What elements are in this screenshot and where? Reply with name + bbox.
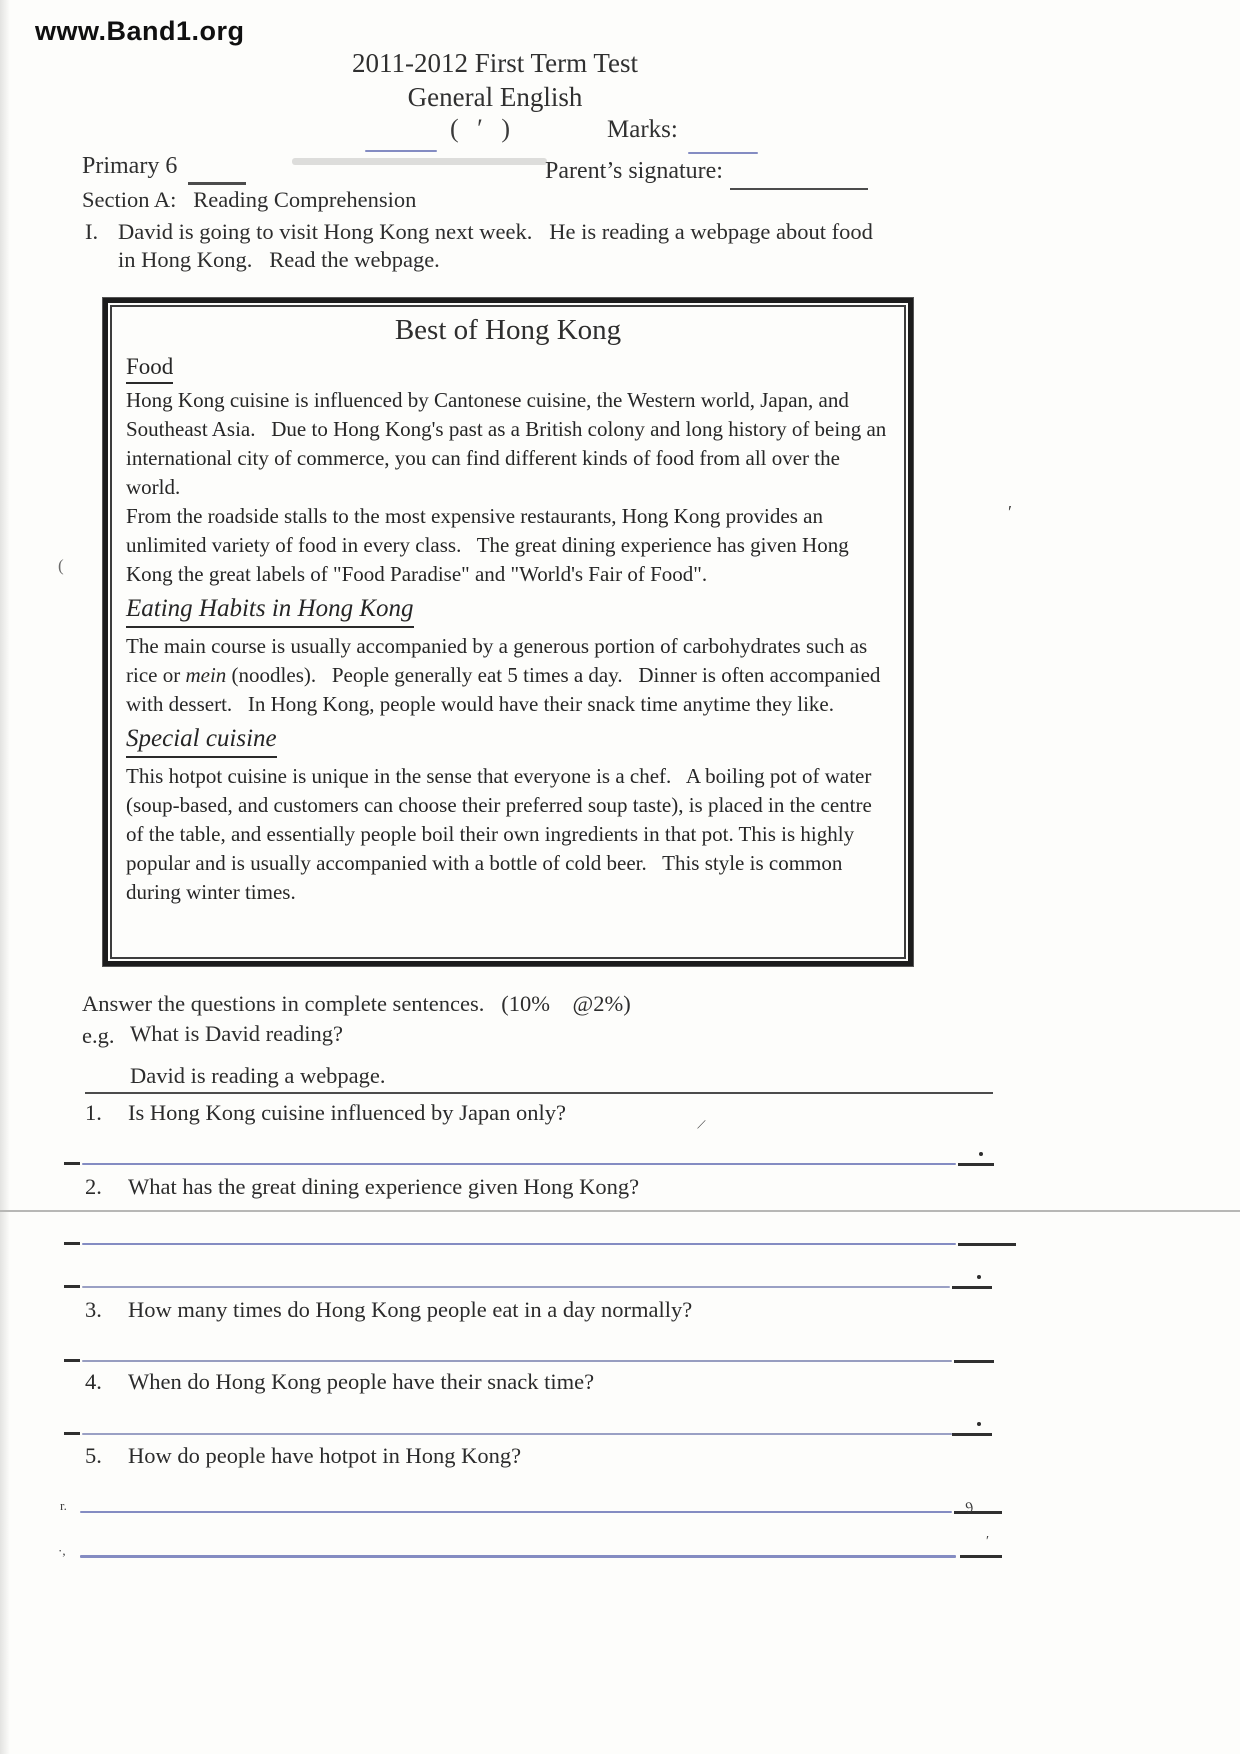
section-heading: Section A: Reading Comprehension bbox=[82, 187, 417, 212]
scan-mark-slash: ⁄ bbox=[699, 1117, 704, 1134]
parent-signature-line bbox=[730, 188, 868, 190]
answer-line-4-left-tick bbox=[64, 1359, 80, 1362]
answer-line-6-end-dash bbox=[954, 1511, 1002, 1514]
watermark-url: www.Band1.org bbox=[35, 16, 245, 46]
answer-line-3-end-dash bbox=[952, 1286, 992, 1289]
eating-text-after: (noodles). People generally eat 5 times a day. Dinner is often accompanied with dessert. In Hong Kong, people would have their snack time anytime they like. bbox=[126, 663, 886, 716]
question-3-number: 3. bbox=[85, 1297, 102, 1322]
webpage-box-inner-border bbox=[110, 305, 906, 959]
webpage-box bbox=[103, 298, 913, 966]
answer-line-6 bbox=[80, 1511, 952, 1513]
question-2-number: 2. bbox=[85, 1174, 102, 1199]
question-3-text: How many times do Hong Kong people eat in a day normally? bbox=[128, 1297, 693, 1322]
answer-line-1-end-dash bbox=[958, 1163, 994, 1166]
special-cuisine-paragraph: This hotpot cuisine is unique in the sense that everyone is a chef. A boiling pot of water (soup-based, and customers can choose their preferred soup taste), is placed in the centre of the table, and essentially people boil their own ingredients in that pot. This is highly popular and is usually accompanied with a bottle of cold beer. This style is common during winter times. bbox=[126, 764, 878, 904]
question-1 bbox=[85, 1100, 566, 1126]
special-cuisine-heading: Special cuisine bbox=[126, 722, 277, 758]
scan-mark-squiggle: 9 bbox=[964, 1499, 975, 1517]
answer-line-7-end-dash bbox=[960, 1555, 1002, 1558]
webpage-content bbox=[112, 307, 904, 913]
question-1-number: 1. bbox=[85, 1100, 102, 1125]
question-5-text: How do people have hotpot in Hong Kong? bbox=[128, 1443, 522, 1468]
page-rule-line bbox=[0, 1210, 1240, 1212]
answer-line-5-left-tick bbox=[64, 1432, 80, 1435]
answer-line-5 bbox=[82, 1433, 952, 1435]
example-answer: David is reading a webpage. bbox=[130, 1063, 386, 1088]
answer-line-7 bbox=[80, 1555, 956, 1558]
answer-line-3 bbox=[82, 1286, 950, 1288]
food-paragraph-1: Hong Kong cuisine is influenced by Cantonese cuisine, the Western world, Japan, and Southeast Asia. Due to Hong Kong's past as a British colony and long history of being an international city of commerce, you can find different kinds of food from all over the world. bbox=[126, 388, 892, 499]
question-5 bbox=[85, 1443, 521, 1469]
scan-mark-left-2: ·, bbox=[58, 1543, 66, 1558]
answer-line-1-left-tick bbox=[64, 1162, 80, 1165]
example-question: What is David reading? bbox=[130, 1021, 344, 1046]
scan-mark-left-1: r. bbox=[60, 1498, 67, 1513]
answer-line-1-dot bbox=[979, 1152, 983, 1156]
eating-habits-heading: Eating Habits in Hong Kong bbox=[126, 592, 414, 628]
class-parens: ( ′ ) bbox=[450, 114, 517, 143]
scan-smudge bbox=[292, 158, 547, 165]
example-answer-line bbox=[85, 1092, 993, 1094]
food-heading: Food bbox=[126, 352, 173, 384]
eating-habits-paragraph bbox=[126, 632, 890, 719]
answer-line-1 bbox=[82, 1163, 956, 1165]
questions-instruction: Answer the questions in complete sentences. (10% @2%) bbox=[82, 991, 631, 1016]
question-3 bbox=[85, 1297, 692, 1323]
answer-line-2 bbox=[82, 1243, 956, 1245]
scan-mark-tick: ′ bbox=[986, 1534, 990, 1549]
answer-line-3-dot bbox=[977, 1275, 981, 1279]
question-5-number: 5. bbox=[85, 1443, 102, 1468]
question-2 bbox=[85, 1174, 639, 1200]
subject-title: General English bbox=[407, 82, 583, 112]
task-roman-numeral: I. bbox=[85, 219, 99, 244]
answer-line-5-dot bbox=[977, 1422, 981, 1426]
answer-line-2-left-tick bbox=[64, 1242, 80, 1245]
task-intro-line1: David is going to visit Hong Kong next week. He is reading a webpage about food bbox=[118, 219, 873, 244]
question-4-number: 4. bbox=[85, 1369, 102, 1394]
question-2-text: What has the great dining experience given Hong Kong? bbox=[128, 1174, 640, 1199]
question-1-text: Is Hong Kong cuisine influenced by Japan only? bbox=[128, 1100, 567, 1125]
eating-italic-word: mein bbox=[185, 663, 227, 687]
primary-label: Primary 6 bbox=[82, 153, 178, 179]
class-number-line bbox=[365, 150, 437, 152]
marks-line bbox=[688, 152, 758, 154]
answer-line-5-end-dash bbox=[952, 1433, 992, 1436]
example-label: e.g. bbox=[82, 1023, 115, 1048]
answer-line-2-end-dash bbox=[958, 1243, 1016, 1246]
primary-class-line bbox=[188, 182, 246, 185]
eating-text-before: The main course is usually accompanied by a generous portion of carbohydrates such as rice or bbox=[126, 634, 873, 687]
scan-mark-paren: ( bbox=[58, 556, 64, 575]
webpage-title: Best of Hong Kong bbox=[394, 314, 622, 346]
parent-signature-label: Parent’s signature: bbox=[545, 158, 723, 184]
task-intro-line2: in Hong Kong. Read the webpage. bbox=[118, 247, 440, 272]
page-title: 2011-2012 First Term Test bbox=[352, 48, 638, 78]
marks-label: Marks: bbox=[607, 116, 678, 143]
question-4 bbox=[85, 1369, 594, 1395]
answer-line-4-end-dash bbox=[954, 1360, 994, 1363]
question-4-text: When do Hong Kong people have their snack time? bbox=[128, 1369, 595, 1394]
answer-line-3-left-tick bbox=[64, 1285, 80, 1288]
scan-mark-apostrophe: ′ bbox=[1008, 502, 1012, 522]
answer-line-4 bbox=[82, 1360, 952, 1362]
food-paragraph-2: From the roadside stalls to the most expensive restaurants, Hong Kong provides an unlimited variety of food in every class. The great dining experience has given Hong Kong the great labels of "Food Paradise" and "World's Fair of Food". bbox=[126, 504, 854, 586]
